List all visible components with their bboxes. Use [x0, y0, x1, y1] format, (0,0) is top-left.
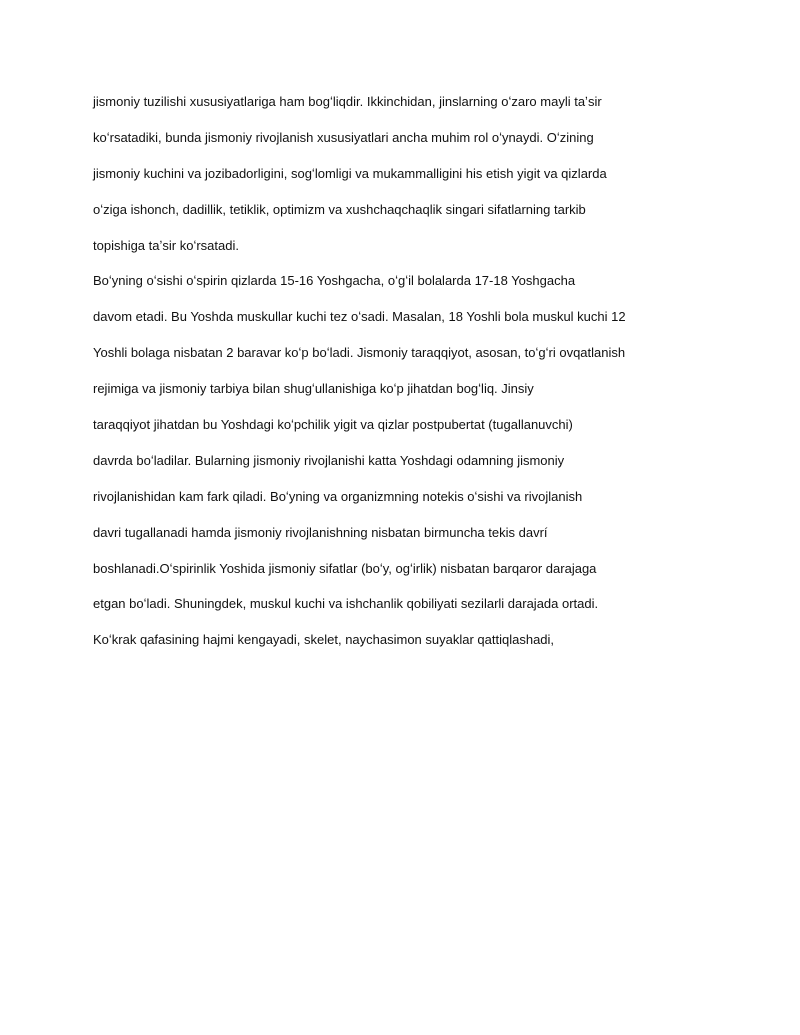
text-line: Yoshli bolaga nisbatan 2 baravar koʻp boʻladi. Jismoniy taraqqiyot, asosan, toʻgʻri ovqatlanish [93, 345, 626, 361]
text-line: rejimiga va jismoniy tarbiya bilan shugʻullanishiga koʻp jihatdan bogʻliq. Jinsiy [93, 381, 534, 397]
text-line: oʻziga ishonch, dadillik, tetiklik, optimizm va xushchaqchaqlik singari sifatlarning tarkib [93, 201, 586, 217]
text-line: taraqqiyot jihatdan bu Yoshdagi koʻpchilik yigit va qizlar postpubertat (tugallanuvchi) [93, 417, 573, 433]
text-line: davrda boʻladilar. Bularning jismoniy rivojlanishi katta Yoshdagi odamning jismoniy [93, 452, 565, 468]
text-line: etgan boʻladi. Shuningdek, muskul kuchi va ishchanlik qobiliyati sezilarli darajada ortadi. [93, 596, 599, 612]
text-line: davom etadi. Bu Yoshda muskullar kuchi tez oʻsadi. Masalan, 18 Yoshli bola muskul kuchi 12 [93, 309, 626, 325]
body-text [93, 88, 713, 662]
text-line: davri tugallanadi hamda jismoniy rivojlanishning nisbatan birmuncha tekis davrí [93, 524, 548, 540]
text-line: topishiga taʼsir koʻrsatadi. [93, 237, 239, 253]
text-line: Koʻkrak qafasining hajmi kengayadi, skelet, naychasimon suyaklar qattiqlashadi, [93, 632, 555, 648]
text-line: Boʻyning oʻsishi oʻspirin qizlarda 15-16 Yoshgacha, oʻgʻil bolalarda 17-18 Yoshgacha [93, 273, 576, 289]
text-line: jismoniy kuchini va jozibadorligini, sogʻlomligi va mukammalligini his etish yigit va qizlarda [93, 165, 607, 181]
text-line: boshlanadi.Oʻspirinlik Yoshida jismoniy sifatlar (boʻy, ogʻirlik) nisbatan barqaror darajaga [93, 560, 597, 576]
text-line: koʻrsatadiki, bunda jismoniy rivojlanish xususiyatlari ancha muhim rol oʻynaydi. Oʻzining [93, 129, 594, 145]
text-line: jismoniy tuzilishi xususiyatlariga ham bogʻliqdir. Ikkinchidan, jinslarning oʻzaro mayli taʼsir [93, 94, 602, 109]
text-line: rivojlanishidan kam fark qiladi. Boʻyning va organizmning notekis oʻsishi va rivojlanish [93, 488, 583, 504]
